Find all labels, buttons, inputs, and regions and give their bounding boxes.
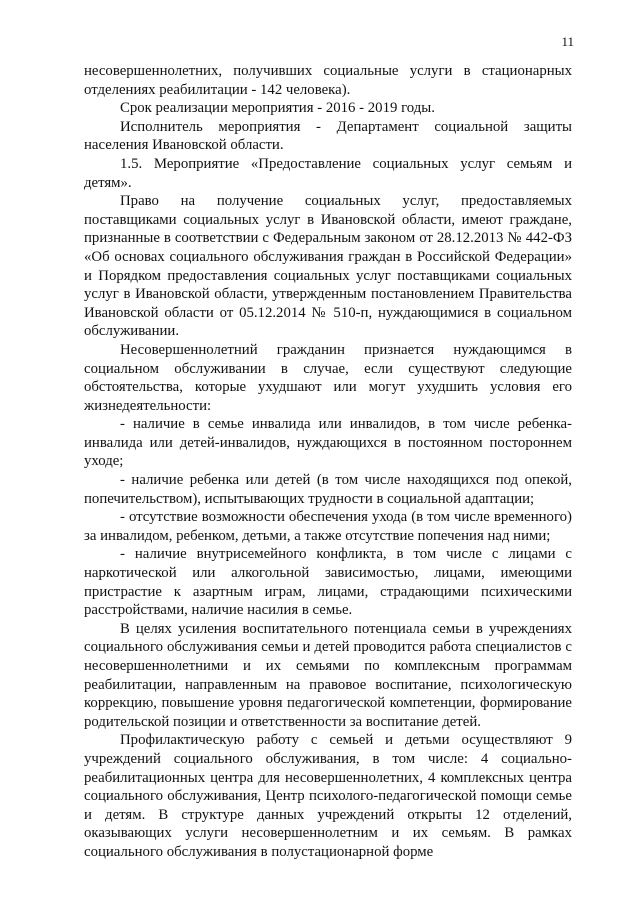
paragraph-prevention-work: Профилактическую работу с семьей и детьми осуществляют 9 учреждений социального обслуживания, в том числе: 4 социально-реабилитационных центра для несовершеннолетних, 4 комплексных центра социального обслуживания, Центр психолого-педагогической помощи семье и детям. В структуре данных учреждений открыты 12 отделений, оказывающих услуги несовершеннолетним и их семьям. В рамках социального обслуживания в полустационарной форме: [84, 732, 572, 860]
list-item-adaptation-difficulties: - наличие ребенка или детей (в том числе находящихся под опекой, попечительством), испытывающих трудности в социальной адаптации;: [84, 472, 572, 507]
paragraph-executor: Исполнитель мероприятия - Департамент социальной защиты населения Ивановской области.: [84, 118, 572, 154]
list-item-family-conflict: - наличие внутрисемейного конфликта, в том числе с лицами с наркотической или алкогольной зависимостью, лицами, имеющими пристрастие к азартным играм, лицами, страдающими психическими расстройствами, наличие насилия в семье.: [84, 546, 572, 619]
paragraph-right-to-services: Право на получение социальных услуг, предоставляемых поставщиками социальных услуг в Ивановской области, имеют граждане, признанные в соответствии с Федеральным законом от 28.12.2013 № 442-ФЗ «Об основах социального обслуживания граждан в Российской Федерации» и Порядком предоставления социальных услуг поставщиками социальных услуг в Ивановской области, утвержденным постановлением Правительства Ивановской области от 05.12.2014 № 510-п, нуждающимися в социальном обслуживании.: [84, 193, 572, 340]
page-number: 11: [561, 34, 574, 49]
list-item-lack-of-care: - отсутствие возможности обеспечения ухода (в том числе временного) за инвалидом, ребенком, детьми, а также отсутствие попечения над ними;: [84, 509, 572, 544]
document-body: [84, 62, 572, 862]
paragraph-need-criteria: Несовершеннолетний гражданин признается нуждающимся в социальном обслуживании в случае, если существуют следующие обстоятельства, которые ухудшают или могут ухудшить условия его жизнедеятельности:: [84, 341, 572, 414]
paragraph-measure-heading: 1.5. Мероприятие «Предоставление социальных услуг семьям и детям».: [84, 155, 572, 191]
list-item-disabled-in-family: - наличие в семье инвалида или инвалидов, в том числе ребенка-инвалида или детей-инвалидов, нуждающихся в постоянном постороннем уходе;: [84, 416, 572, 470]
paragraph-continuation: несовершеннолетних, получивших социальные услуги в стационарных отделениях реабилитации - 142 человека).: [84, 63, 572, 98]
paragraph-upbringing-potential: В целях усиления воспитательного потенциала семьи в учреждениях социального обслуживания семьи и детей проводится работа специалистов с несовершеннолетними и их семьями по комплексным программам реабилитации, направленным на правовое воспитание, психологическую коррекцию, повышение уровня педагогической компетенции, формирование родительской позиции и ответственности за воспитание детей.: [84, 620, 572, 730]
paragraph-implementation-period: Срок реализации мероприятия - 2016 - 2019 годы.: [120, 100, 435, 117]
